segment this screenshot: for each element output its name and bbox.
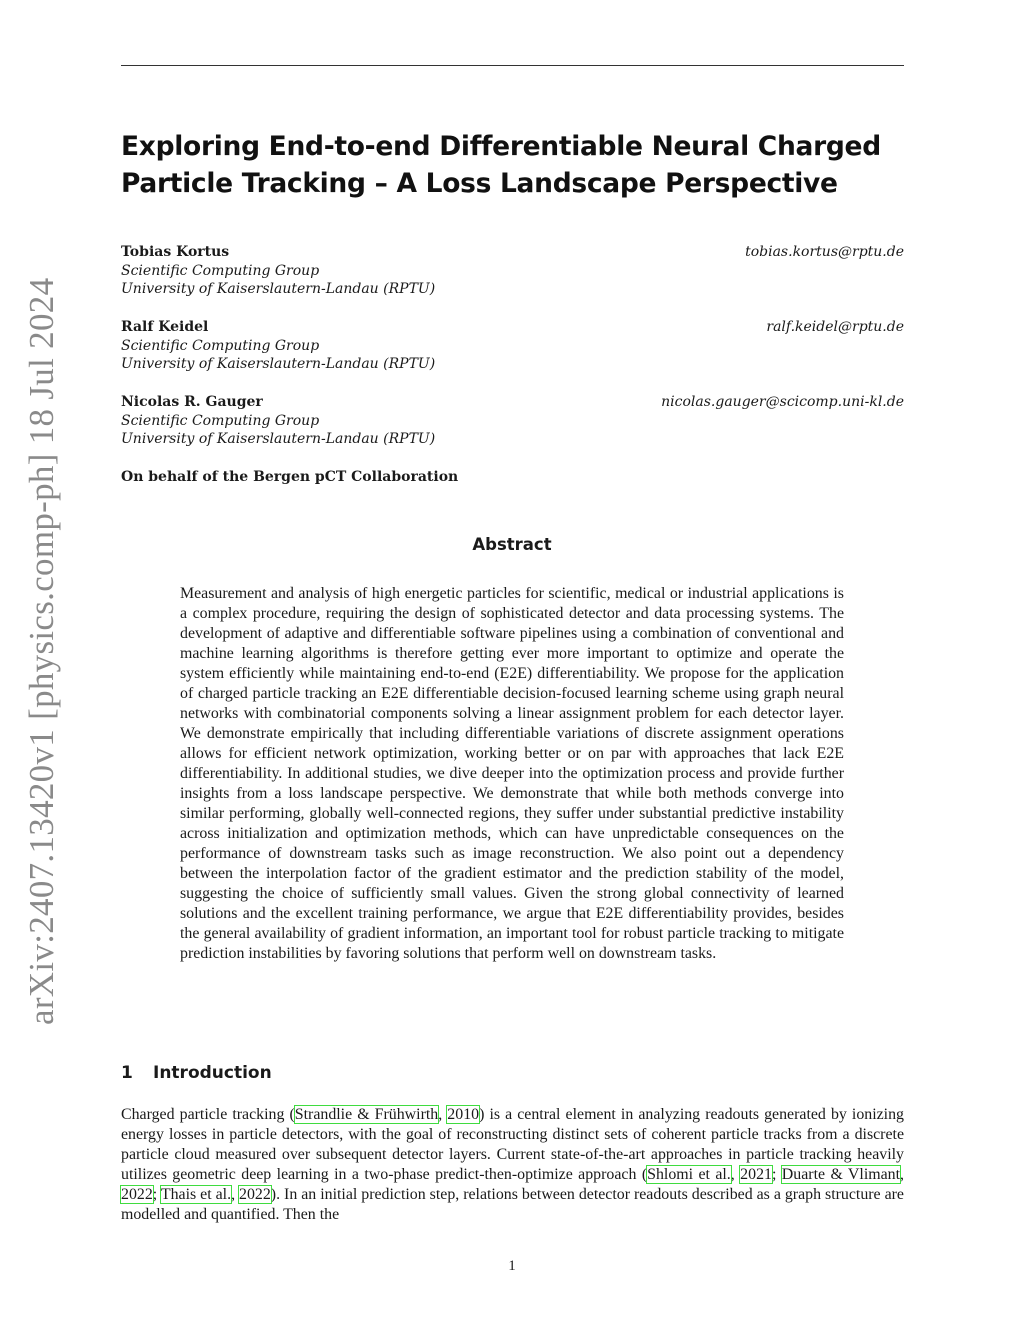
section-number: 1	[121, 1063, 133, 1083]
author-university: University of Kaiserslautern-Landau (RPTU)	[121, 356, 436, 372]
intro-text: Charged particle tracking (	[121, 1106, 295, 1123]
citation-separator: ;	[771, 1166, 782, 1183]
citation-separator: ,	[231, 1186, 240, 1203]
intro-text: ). In an initial prediction step, relations between detector readouts described as a graph structure are modelled and quantified. Then the	[121, 1186, 904, 1223]
citation-separator: ,	[438, 1106, 448, 1123]
intro-text: ) is a central element in analyzing readouts generated by ionizing energy losses in particle detectors, with the goal of reconstructing distinct sets of coherent particle tracks from a discrete particle cloud measured over subsequent detector layers. Current state-of-the-art approaches in particle tracking heavily utilizes geometric deep learning in a two-phase predict-then-optimize approach (	[121, 1106, 904, 1183]
author-name: Tobias Kortus	[121, 244, 230, 260]
author-email[interactable]: tobias.kortus@rptu.de	[745, 244, 904, 260]
author-name: Ralf Keidel	[121, 319, 209, 335]
citation-link[interactable]: Shlomi et al.	[647, 1166, 731, 1183]
page-number: 1	[508, 1258, 516, 1274]
citation-link[interactable]: 2022	[239, 1186, 271, 1203]
citation-link[interactable]: Strandlie & Frühwirth	[294, 1106, 439, 1123]
author-group: Scientific Computing Group	[121, 412, 320, 429]
author-university: University of Kaiserslautern-Landau (RPTU)	[121, 431, 436, 447]
author-block-1	[121, 243, 904, 299]
citation-link[interactable]: Duarte & Vlimant	[781, 1166, 901, 1183]
author-block-3	[121, 393, 904, 449]
citation-separator: ;	[152, 1186, 161, 1203]
paper-title: Exploring End-to-end Differentiable Neural Charged Particle Tracking – A Loss Landscape Perspective	[121, 131, 881, 199]
author-email[interactable]: nicolas.gauger@scicomp.uni-kl.de	[661, 394, 904, 410]
author-email[interactable]: ralf.keidel@rptu.de	[766, 319, 904, 335]
citation-separator: ,	[900, 1166, 904, 1183]
header-rule	[121, 65, 904, 66]
author-university: University of Kaiserslautern-Landau (RPTU)	[121, 281, 436, 297]
arxiv-stamp: arXiv:2407.13420v1 [physics.comp-ph] 18 Jul 2024	[22, 277, 61, 1025]
author-block-2	[121, 318, 904, 374]
author-name: Nicolas R. Gauger	[121, 394, 263, 410]
citation-link[interactable]: 2021	[740, 1166, 772, 1183]
citation-link[interactable]: 2010	[447, 1106, 480, 1123]
author-group: Scientific Computing Group	[121, 262, 320, 279]
citation-link[interactable]: Thais et al.	[160, 1186, 232, 1203]
citation-link[interactable]: 2022	[121, 1186, 153, 1203]
citation-separator: ,	[730, 1166, 741, 1183]
abstract-heading: Abstract	[472, 535, 552, 554]
section-title: Introduction	[153, 1063, 272, 1083]
abstract-text: Measurement and analysis of high energetic particles for scientific, medical or industrial applications is a complex procedure, requiring the design of sophisticated detector and data processing systems. The development of adaptive and differentiable software pipelines using a combination of conventional and machine learning algorithms is therefore getting ever more important to optimize and operate the system efficiently while maintaining end-to-end (E2E) differentiability. We propose for the application of charged particle tracking an E2E differentiable decision-focused learning scheme using graph neural networks with combinatorial components solving a linear assignment problem for each detector layer. We demonstrate empirically that including differentiable variations of discrete assignment operations allows for efficient network optimization, working better or on par with approaches that lack E2E differentiability. In additional studies, we dive deeper into the optimization process and provide further insights from a loss landscape perspective. We demonstrate that while both methods converge into similar performing, globally well-connected regions, they suffer under substantial predictive instability across initialization and optimization methods, which can have unpredictable consequences on the performance of downstream tasks such as image reconstruction. We also point out a dependency between the interpolation factor of the gradient estimator and the prediction stability of the model, suggesting the choice of sufficiently small values. Given the strong global connectivity of learned solutions and the excellent training performance, we argue that E2E differentiability provides, besides the general availability of gradient information, an important tool for robust particle tracking to mitigate prediction instabilities by favoring solutions that perform well on downstream tasks.	[180, 585, 844, 962]
collaboration-note: On behalf of the Bergen pCT Collaboration	[121, 469, 459, 485]
intro-paragraph	[121, 1105, 904, 1225]
section-heading	[121, 1063, 272, 1083]
author-group: Scientific Computing Group	[121, 337, 320, 354]
